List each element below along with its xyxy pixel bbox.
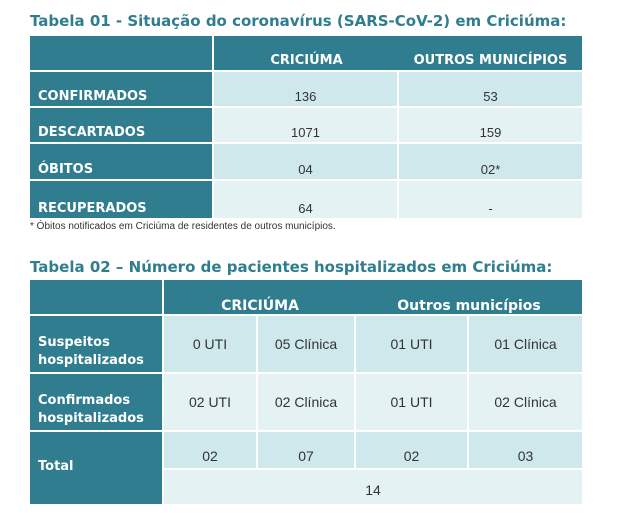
table1-cell: 02* xyxy=(399,144,582,181)
table2-col-outros: Outros municípios xyxy=(356,280,582,316)
table1-corner xyxy=(30,36,214,72)
table2-total-cell: 02 xyxy=(356,432,469,470)
table2-row-label xyxy=(30,316,164,374)
table1-cell: 136 xyxy=(214,72,399,108)
table1-cell: 64 xyxy=(214,181,399,218)
table1-title: Tabela 01 - Situação do coronavírus (SARS-CoV-2) em Criciúma: xyxy=(30,12,567,30)
table1-row-label: ÓBITOS xyxy=(30,144,214,181)
table2-cell: 0 UTI xyxy=(164,316,258,374)
table2-cell: 02 Clínica xyxy=(258,374,356,432)
table1-row-label: RECUPERADOS xyxy=(30,181,214,218)
table2-total-cell: 02 xyxy=(164,432,258,470)
table2-cell: 05 Clínica xyxy=(258,316,356,374)
table2-cell: 01 Clínica xyxy=(469,316,582,374)
table1-col-outros: OUTROS MUNICÍPIOS xyxy=(399,36,582,72)
table2-cell: 01 UTI xyxy=(356,374,469,432)
table2-row-label-line1: Suspeitos xyxy=(38,335,110,350)
table2-row-label xyxy=(30,374,164,432)
table1-footnote: * Óbitos notificados em Criciúma de residentes de outros municípios. xyxy=(30,221,336,232)
table1-col-criciuma: CRICIÚMA xyxy=(214,36,399,72)
table2-col-criciuma: CRICIÚMA xyxy=(164,280,356,316)
table2-row-label-line1: Confirmados xyxy=(38,393,131,408)
table2-corner xyxy=(30,280,164,316)
table2-total-cell: 07 xyxy=(258,432,356,470)
table2-row-label-line2: hospitalizados xyxy=(38,353,144,368)
table2-row-label-line2: hospitalizados xyxy=(38,411,144,426)
table2-cell: 01 UTI xyxy=(356,316,469,374)
table2-total-label: Total xyxy=(30,432,164,504)
table2 xyxy=(30,280,582,504)
table1-cell: 159 xyxy=(399,108,582,144)
table1-row-label: DESCARTADOS xyxy=(30,108,214,144)
table1-cell: 1071 xyxy=(214,108,399,144)
table1-cell: 53 xyxy=(399,72,582,108)
table2-total-cell: 03 xyxy=(469,432,582,470)
table1-cell: 04 xyxy=(214,144,399,181)
table2-cell: 02 Clínica xyxy=(469,374,582,432)
table2-title: Tabela 02 – Número de pacientes hospitalizados em Criciúma: xyxy=(30,258,553,276)
table2-grand-total: 14 xyxy=(164,470,582,504)
table1-row-label: CONFIRMADOS xyxy=(30,72,214,108)
table1-cell: - xyxy=(399,181,582,218)
table2-cell: 02 UTI xyxy=(164,374,258,432)
table1 xyxy=(30,36,582,218)
